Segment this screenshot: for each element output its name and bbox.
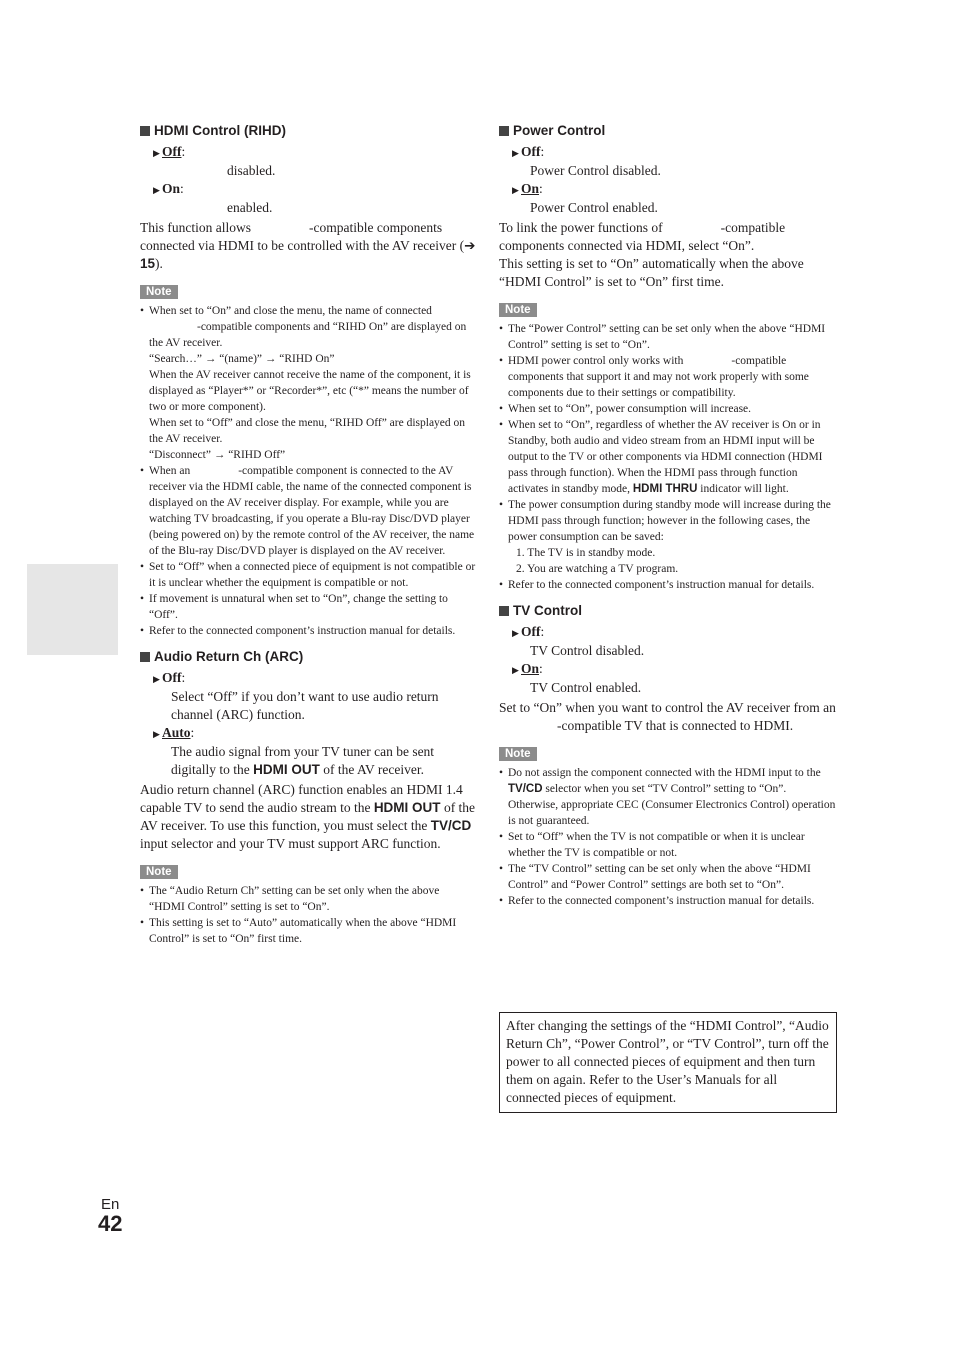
arc-notes (140, 883, 476, 947)
option-off-desc: Power Control disabled. (530, 163, 661, 178)
triangle-right-icon: ▶ (153, 148, 160, 158)
option-off: ▶ Off: (499, 623, 837, 642)
option-on-desc: enabled. (227, 200, 273, 215)
list-item: • When set to “On”, power consumption will increase. (499, 401, 837, 417)
list-item: • The power consumption during standby mode will increase during the HDMI pass through function; however in the following cases, the power consumption can be saved: (499, 497, 837, 545)
list-item: 1. The TV is in standby mode. (516, 547, 656, 559)
page-number: 42 (98, 1211, 123, 1236)
chapter-side-tab (27, 564, 118, 655)
list-item: • When set to “On”, regardless of whether the AV receiver is On or in Standby, both audio and video stream from an HDMI input will be output to the TV or other components via HDMI connection (HDMI pass through function). When the HDMI pass through function activates in standby mode, HDMI THRU indicator will light. (499, 417, 837, 497)
list-item: • Refer to the connected component’s instruction manual for details. (140, 623, 476, 639)
triangle-right-icon: ▶ (512, 628, 519, 638)
section-heading-power-control: Power Control (499, 123, 837, 139)
power-control-body: To link the power functions of -compatible components connected via HDMI, select “On”. This setting is set to “On” automatically when the above “HDMI Control” is set to “On” first time. (499, 220, 804, 289)
list-item: • Refer to the connected component’s instruction manual for details. (499, 577, 837, 593)
section-heading-tv-control: TV Control (499, 603, 837, 619)
option-off: ▶ Off: (499, 143, 837, 162)
right-column (499, 121, 837, 919)
option-on-desc: TV Control enabled. (530, 680, 642, 695)
list-item: • The “TV Control” setting can be set only when the above “HDMI Control” and “Power Control” settings are both set to “On”. (499, 861, 837, 893)
section-heading-hdmi-control: HDMI Control (RIHD) (140, 123, 476, 139)
triangle-right-icon: ▶ (153, 674, 160, 684)
square-bullet-icon (499, 606, 509, 616)
option-off: ▶ Off: (140, 143, 476, 162)
power-control-notes (499, 321, 837, 593)
option-on-desc: Power Control enabled. (530, 200, 658, 215)
option-off: ▶ Off: (140, 669, 476, 688)
list-item: • Set to “Off” when a connected piece of equipment is not compatible or it is unclear whether the equipment is compatible or not. (140, 559, 476, 591)
list-item: • Set to “Off” when the TV is not compatible or when it is unclear whether the TV is compatible or not. (499, 829, 837, 861)
square-bullet-icon (140, 652, 150, 662)
option-off-desc: Select “Off” if you don’t want to use audio return channel (ARC) function. (171, 689, 439, 722)
list-item: • The “Audio Return Ch” setting can be set only when the above “HDMI Control” setting is set to “On”. (140, 883, 476, 915)
note-badge: Note (140, 285, 178, 299)
settings-change-note-box: After changing the settings of the “HDMI Control”, “Audio Return Ch”, “Power Control”, or “TV Control”, turn off the power to all connected pieces of equipment and then turn them on again. Refer to the User’s Manuals for all connected pieces of equipment. (499, 1012, 837, 1113)
option-on: ▶ On: (140, 180, 476, 199)
list-item: • Do not assign the component connected with the HDMI input to the TV/CD selector when you set “TV Control” setting to “On”. Otherwise, appropriate CEC (Consumer Electronics Control) operation is not guaranteed. (499, 765, 837, 829)
list-item: • This setting is set to “Auto” automatically when the above “HDMI Control” is set to “On” first time. (140, 915, 476, 947)
option-auto-desc: The audio signal from your TV tuner can be sent digitally to the HDMI OUT of the AV receiver. (171, 744, 435, 777)
list-item: • When an -compatible component is connected to the AV receiver via the HDMI cable, the name of the connected component is displayed on the AV receiver display. For example, while you are watching TV broadcasting, if you operate a Blu-ray Disc/DVD player (being powered on) by the remote control of the AV receiver, the name of the Blu-ray Disc/DVD player is displayed on the AV receiver. (140, 463, 476, 559)
list-item: • When set to “On” and close the menu, the name of connected -compatible components and “RIHD On” are displayed on the AV receiver. “Search…” → “(name)” → “RIHD On” When the AV receiver cannot receive the name of the component, it is displayed as “Player*” or “Recorder*”, etc (“*” means the number of two or more component). When set to “Off” and close the menu, “RIHD Off” are displayed on the AV receiver. “Disconnect” → “RIHD Off” (140, 303, 476, 463)
note-badge: Note (499, 747, 537, 761)
square-bullet-icon (499, 126, 509, 136)
hdmi-control-notes (140, 303, 476, 639)
section-heading-arc: Audio Return Ch (ARC) (140, 649, 476, 665)
option-off-desc: disabled. (227, 163, 276, 178)
option-on: ▶ On: (499, 660, 837, 679)
option-off-desc: TV Control disabled. (530, 643, 645, 658)
tv-control-body: Set to “On” when you want to control the AV receiver from an-compatible TV that is connected to HDMI. (499, 700, 836, 733)
page-language: En (101, 1196, 120, 1213)
triangle-right-icon: ▶ (153, 185, 160, 195)
list-item: • The “Power Control” setting can be set only when the above “HDMI Control” setting is set to “On”. (499, 321, 837, 353)
hdmi-control-body: This function allows -compatible components connected via HDMI to be controlled with the AV receiver (➔ 15). (140, 220, 476, 271)
arc-body: Audio return channel (ARC) function enables an HDMI 1.4 capable TV to send the audio stream to the HDMI OUT of the AV receiver. To use this function, you must select the TV/CD input selector and your TV must support ARC function. (140, 782, 476, 851)
triangle-right-icon: ▶ (512, 185, 519, 195)
triangle-right-icon: ▶ (153, 729, 160, 739)
note-badge: Note (140, 865, 178, 879)
list-item: • HDMI power control only works with -compatible components that support it and may not work properly with some components due to their settings or compatibility. (499, 353, 837, 401)
note-badge: Note (499, 303, 537, 317)
triangle-right-icon: ▶ (512, 665, 519, 675)
left-column (140, 121, 476, 957)
tv-control-notes (499, 765, 837, 909)
triangle-right-icon: ▶ (512, 148, 519, 158)
square-bullet-icon (140, 126, 150, 136)
option-auto: ▶ Auto: (140, 724, 476, 743)
list-item: • Refer to the connected component’s instruction manual for details. (499, 893, 837, 909)
list-item: 2. You are watching a TV program. (516, 563, 679, 575)
list-item: • If movement is unnatural when set to “On”, change the setting to “Off”. (140, 591, 476, 623)
option-on: ▶ On: (499, 180, 837, 199)
